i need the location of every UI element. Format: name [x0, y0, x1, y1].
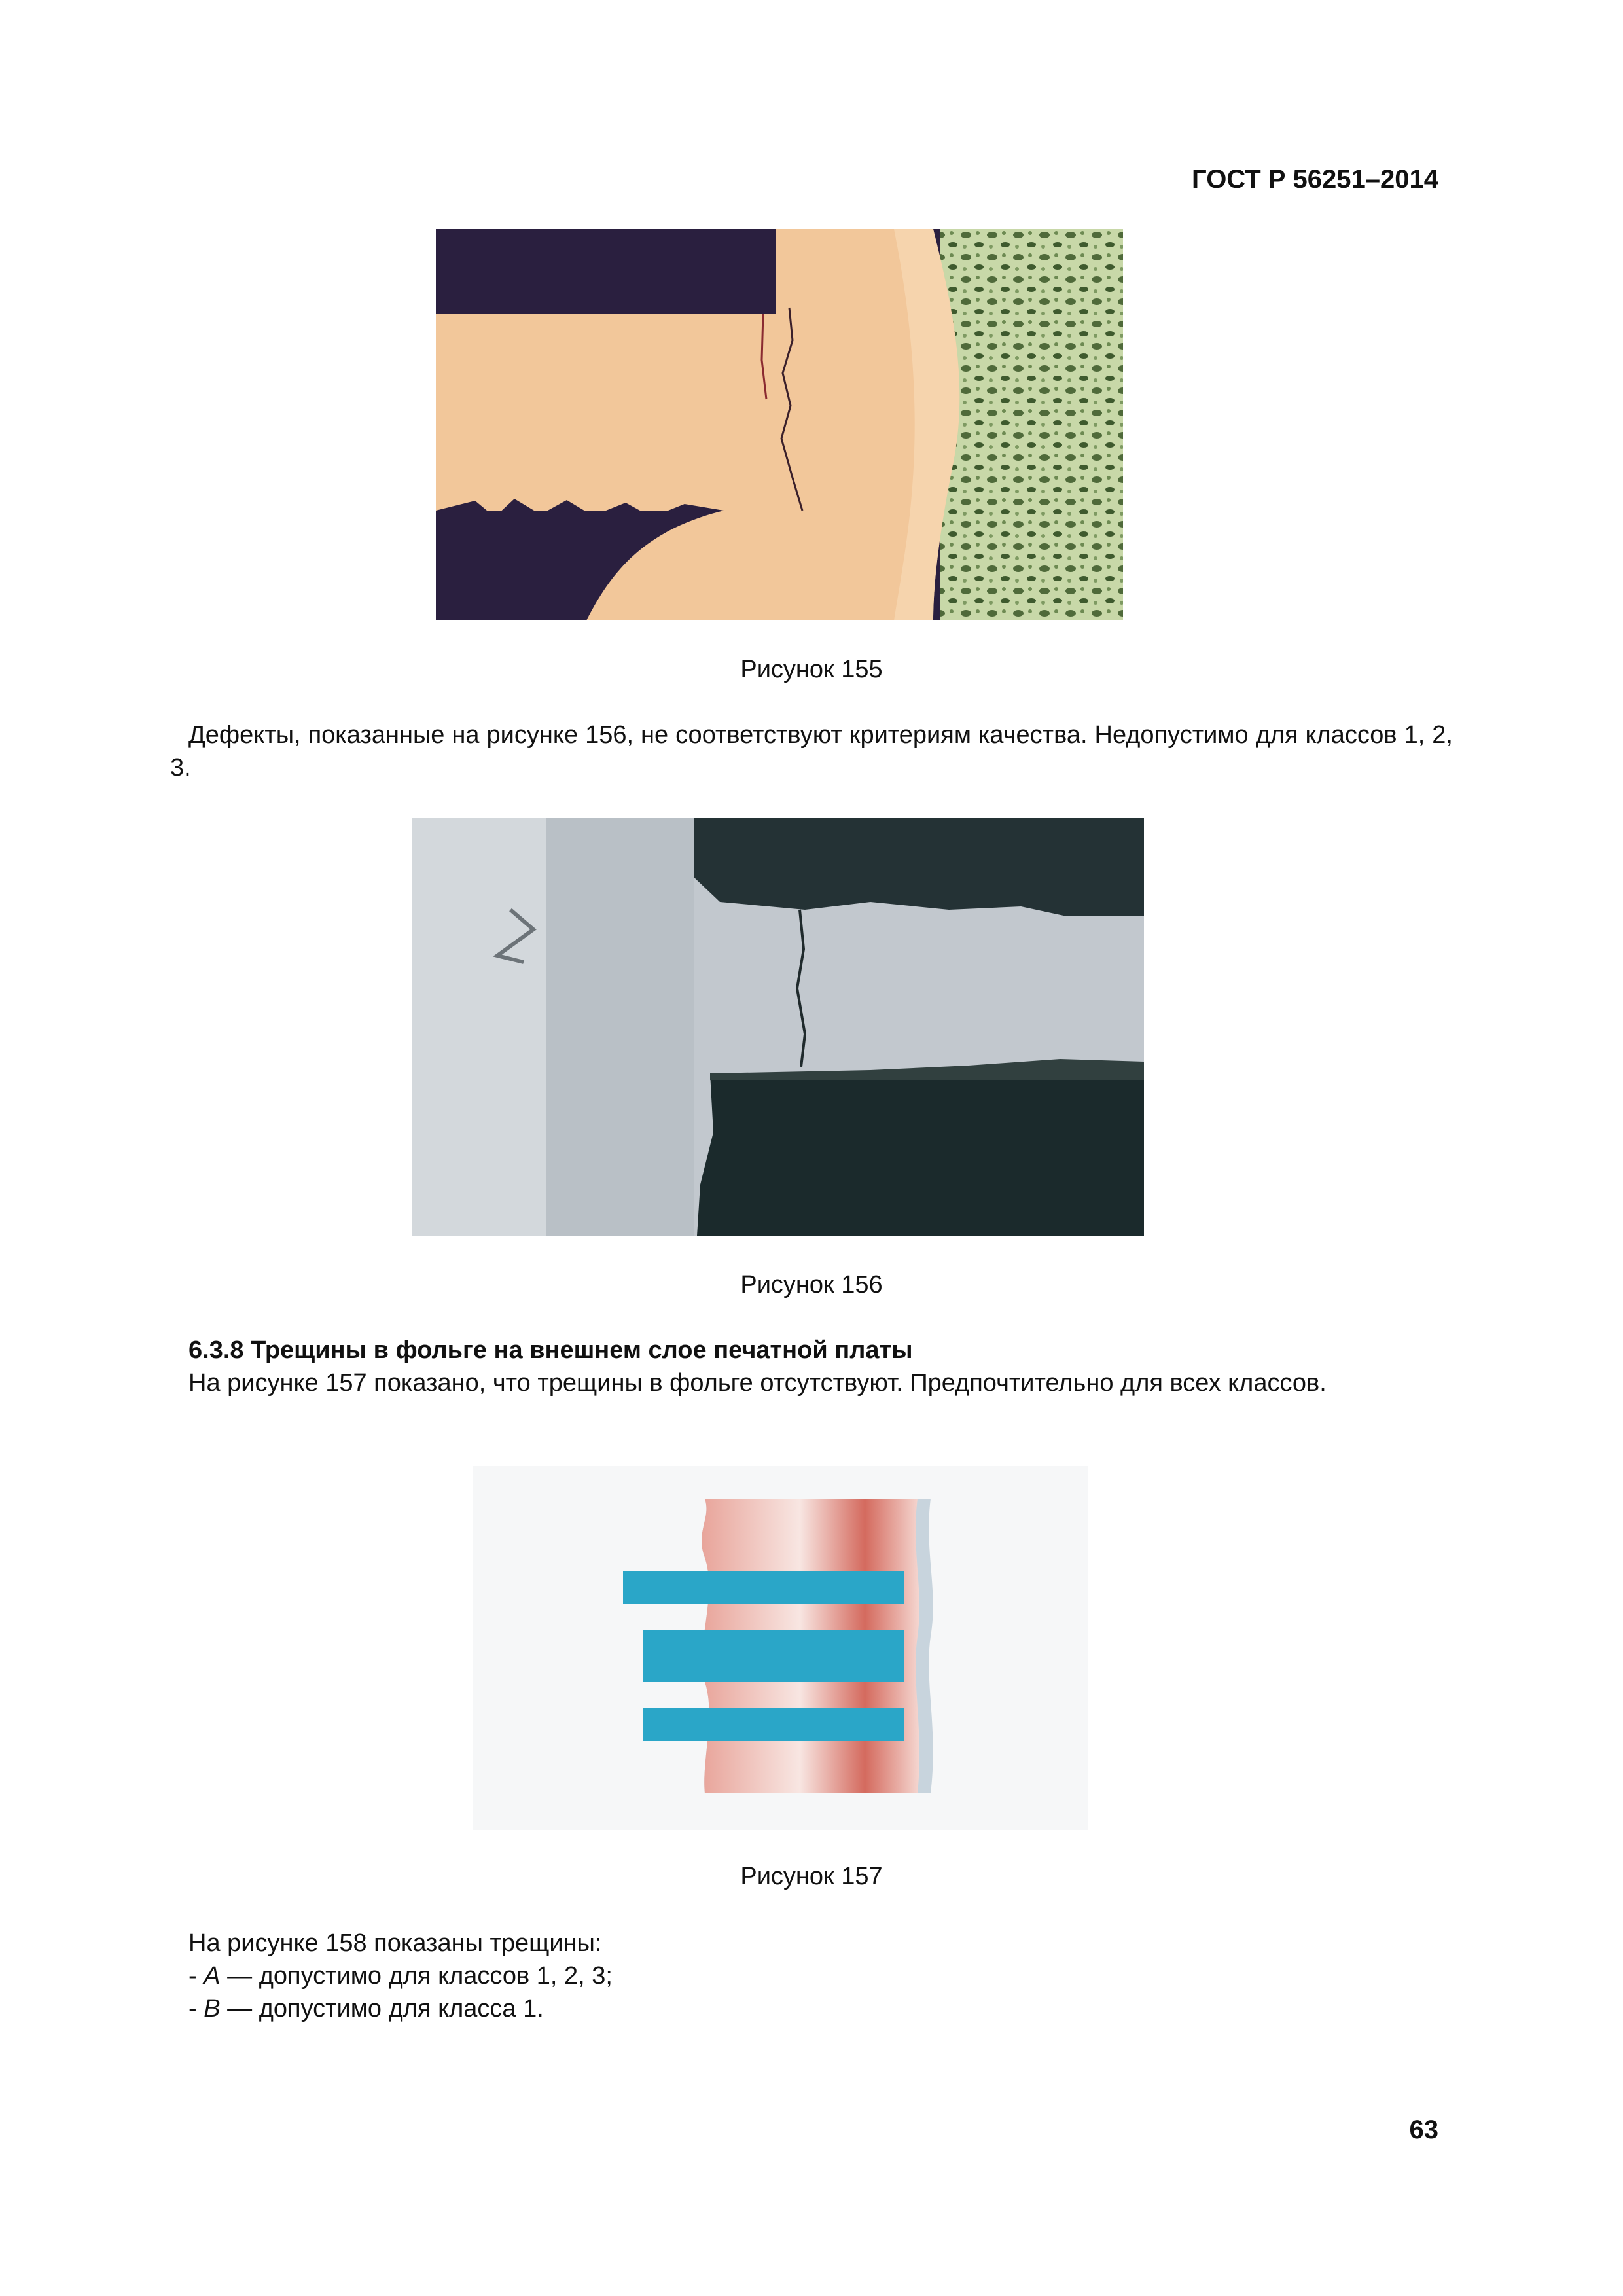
figure-156-caption: Рисунок 156: [740, 1271, 883, 1299]
paragraph-157: На рисунке 157 показано, что трещины в фольге отсутствуют. Предпочтительно для всех классов.: [188, 1369, 1327, 1397]
list-text: — допустимо для классов 1, 2, 3;: [220, 1962, 613, 1990]
list-text: — допустимо для класса 1.: [220, 1995, 544, 2022]
diagram-157: [473, 1466, 1088, 1830]
list-item-a: [188, 1960, 613, 1992]
document-header: ГОСТ Р 56251–2014: [1192, 165, 1438, 194]
paragraph-156: Дефекты, показанные на рисунке 156, не соответствуют критериям качества. Недопустимо для классов 1, 2, 3.: [170, 721, 1453, 781]
page-number: 63: [1409, 2115, 1438, 2144]
figure-155-caption: Рисунок 155: [740, 656, 883, 683]
list-dash: -: [188, 1962, 204, 1990]
list-letter: A: [204, 1962, 221, 1990]
figure-157-caption: Рисунок 157: [740, 1863, 883, 1890]
list-intro: На рисунке 158 показаны трещины:: [188, 1929, 602, 1957]
figure-156-image: [412, 818, 1144, 1236]
list-letter: B: [204, 1995, 221, 2022]
micrograph-156: [412, 818, 1144, 1236]
figure-157-image: [473, 1466, 1088, 1830]
section-heading: 6.3.8 Трещины в фольге на внешнем слое печатной платы: [188, 1336, 913, 1364]
figure-155-image: [436, 229, 1123, 620]
list-item-b: [188, 1992, 544, 2025]
micrograph-155: [436, 229, 1123, 620]
list-dash: -: [188, 1995, 204, 2022]
